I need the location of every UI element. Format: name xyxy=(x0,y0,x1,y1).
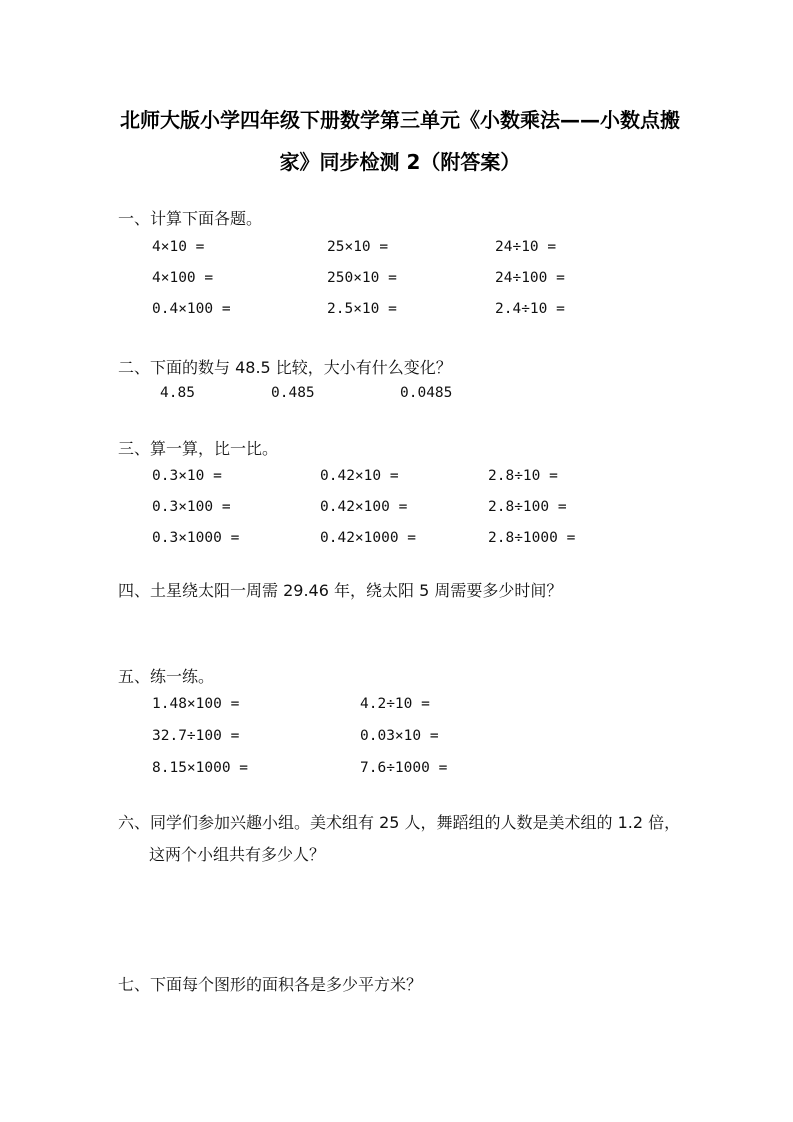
document-title-line-1: 北师大版小学四年级下册数学第三单元《小数乘法——小数点搬 xyxy=(120,108,680,132)
number-item: 4.85 xyxy=(160,385,195,401)
exercise-item: 0.03×10 = xyxy=(360,728,439,744)
exercise-item: 0.3×10 = xyxy=(152,468,222,484)
exercise-item: 0.42×1000 = xyxy=(320,530,417,546)
exercise-item: 4×100 = xyxy=(152,270,214,286)
exercise-item: 0.3×100 = xyxy=(152,499,231,515)
exercise-item: 32.7÷100 = xyxy=(152,728,240,744)
number-item: 0.485 xyxy=(271,385,315,401)
exercise-item: 4×10 = xyxy=(152,239,205,255)
exercise-item: 2.4÷10 = xyxy=(495,301,565,317)
exercise-item: 0.42×100 = xyxy=(320,499,408,515)
section-6-continuation: 这两个小组共有多少人？ xyxy=(149,845,326,864)
exercise-item: 250×10 = xyxy=(327,270,397,286)
exercise-item: 7.6÷1000 = xyxy=(360,760,448,776)
section-4-heading: 四、土星绕太阳一周需 29.46 年，绕太阳 5 周需要多少时间？ xyxy=(118,581,563,600)
section-7-heading: 七、下面每个图形的面积各是多少平方米？ xyxy=(118,975,423,994)
exercise-item: 0.3×1000 = xyxy=(152,530,240,546)
exercise-item: 2.5×10 = xyxy=(327,301,397,317)
exercise-item: 2.8÷100 = xyxy=(488,499,567,515)
document-title-line-2: 家》同步检测 2（附答案） xyxy=(279,150,521,174)
exercise-item: 2.8÷1000 = xyxy=(488,530,576,546)
number-item: 0.0485 xyxy=(400,385,453,401)
exercise-item: 24÷100 = xyxy=(495,270,565,286)
section-1-heading: 一、计算下面各题。 xyxy=(118,209,263,228)
exercise-item: 4.2÷10 = xyxy=(360,696,430,712)
exercise-item: 0.42×10 = xyxy=(320,468,399,484)
section-5-heading: 五、练一练。 xyxy=(118,667,215,686)
exercise-item: 24÷10 = xyxy=(495,239,557,255)
exercise-item: 2.8÷10 = xyxy=(488,468,558,484)
exercise-item: 8.15×1000 = xyxy=(152,760,249,776)
exercise-item: 25×10 = xyxy=(327,239,389,255)
section-3-heading: 三、算一算，比一比。 xyxy=(118,439,279,458)
exercise-item: 1.48×100 = xyxy=(152,696,240,712)
exercise-item: 0.4×100 = xyxy=(152,301,231,317)
section-6-heading: 六、同学们参加兴趣小组。美术组有 25 人，舞蹈组的人数是美术组的 1.2 倍， xyxy=(118,813,681,832)
section-2-heading: 二、下面的数与 48.5 比较，大小有什么变化？ xyxy=(118,358,452,377)
